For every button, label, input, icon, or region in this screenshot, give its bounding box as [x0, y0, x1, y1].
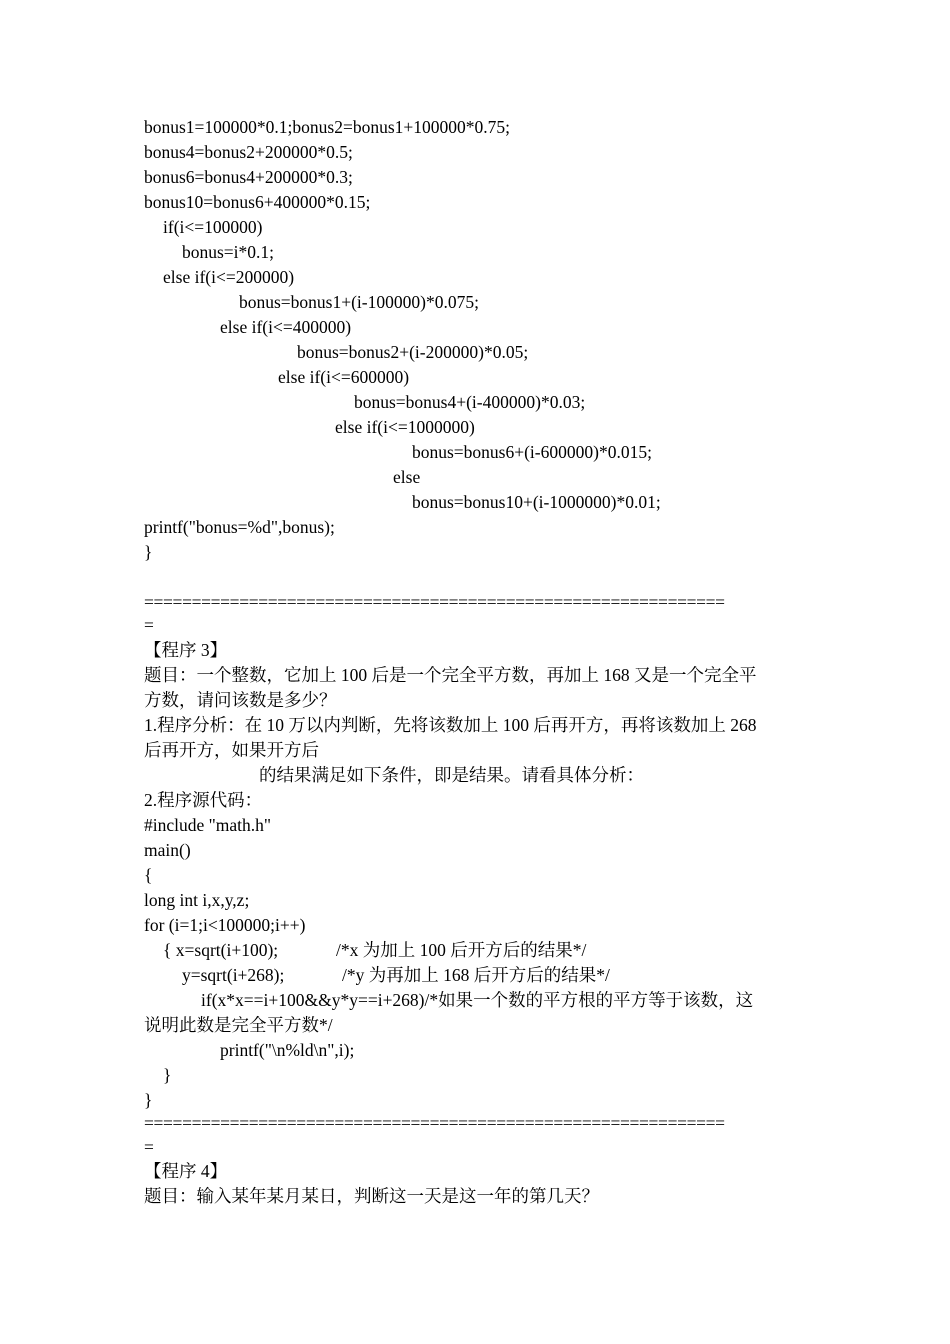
code-line: }	[144, 1090, 153, 1110]
code-line: main()	[144, 840, 191, 860]
code-line: bonus=bonus1+(i-100000)*0.075;	[239, 292, 479, 312]
code-line: else	[393, 467, 421, 487]
code-line: else if(i<=400000)	[220, 317, 352, 337]
text-line: 的结果满足如下条件，即是结果。请看具体分析：	[259, 765, 644, 785]
separator-rule-tail: =	[144, 1137, 154, 1157]
code-line: else if(i<=200000)	[163, 267, 295, 287]
code-line: bonus=bonus10+(i-1000000)*0.01;	[412, 492, 661, 512]
code-line: #include "math.h"	[144, 815, 272, 835]
code-line: {	[144, 865, 153, 885]
code-line: }	[144, 542, 153, 562]
text-line: 题目：一个整数，它加上 100 后是一个完全平方数，再加上 168 又是一个完全平	[144, 665, 757, 685]
code-line: for (i=1;i<100000;i++)	[144, 915, 306, 935]
text-line: 2.程序源代码：	[144, 790, 263, 810]
code-line: bonus=i*0.1;	[182, 242, 275, 262]
separator-rule: =============================================================	[144, 1113, 725, 1133]
code-line: if(i<=100000)	[163, 217, 263, 237]
code-line: printf("bonus=%d",bonus);	[144, 517, 335, 537]
code-line: }	[163, 1065, 172, 1085]
section-heading: 【程序 3】	[144, 640, 228, 660]
code-line: bonus=bonus2+(i-200000)*0.05;	[297, 342, 529, 362]
code-line: bonus=bonus4+(i-400000)*0.03;	[354, 392, 586, 412]
section-heading: 【程序 4】	[144, 1161, 228, 1181]
code-line: bonus4=bonus2+200000*0.5;	[144, 142, 353, 162]
separator-rule: =============================================================	[144, 592, 725, 612]
code-line: else if(i<=1000000)	[335, 417, 475, 437]
code-line: long int i,x,y,z;	[144, 890, 250, 910]
code-line: else if(i<=600000)	[278, 367, 410, 387]
code-line: if(x*x==i+100&&y*y==i+268)/*如果一个数的平方根的平方等于该数，这	[201, 990, 754, 1010]
text-line: 后再开方，如果开方后	[144, 740, 319, 760]
code-line: printf("\n%ld\n",i);	[220, 1040, 355, 1060]
separator-rule-tail: =	[144, 615, 154, 635]
code-line: bonus=bonus6+(i-600000)*0.015;	[412, 442, 652, 462]
text-line: 方数，请问该数是多少？	[144, 690, 337, 710]
code-line: 说明此数是完全平方数*/	[144, 1015, 333, 1035]
code-comment: /*x 为加上 100 后开方后的结果*/	[336, 940, 587, 960]
code-line: { x=sqrt(i+100);	[163, 940, 279, 960]
code-comment: /*y 为再加上 168 后开方后的结果*/	[342, 965, 610, 985]
code-line: bonus1=100000*0.1;bonus2=bonus1+100000*0.75;	[144, 117, 511, 137]
code-line: y=sqrt(i+268);	[182, 965, 285, 985]
text-line: 题目：输入某年某月某日，判断这一天是这一年的第几天？	[144, 1186, 599, 1206]
code-line: bonus10=bonus6+400000*0.15;	[144, 192, 371, 212]
code-line: bonus6=bonus4+200000*0.3;	[144, 167, 353, 187]
text-line: 1.程序分析：在 10 万以内判断，先将该数加上 100 后再开方，再将该数加上 268	[144, 715, 757, 735]
